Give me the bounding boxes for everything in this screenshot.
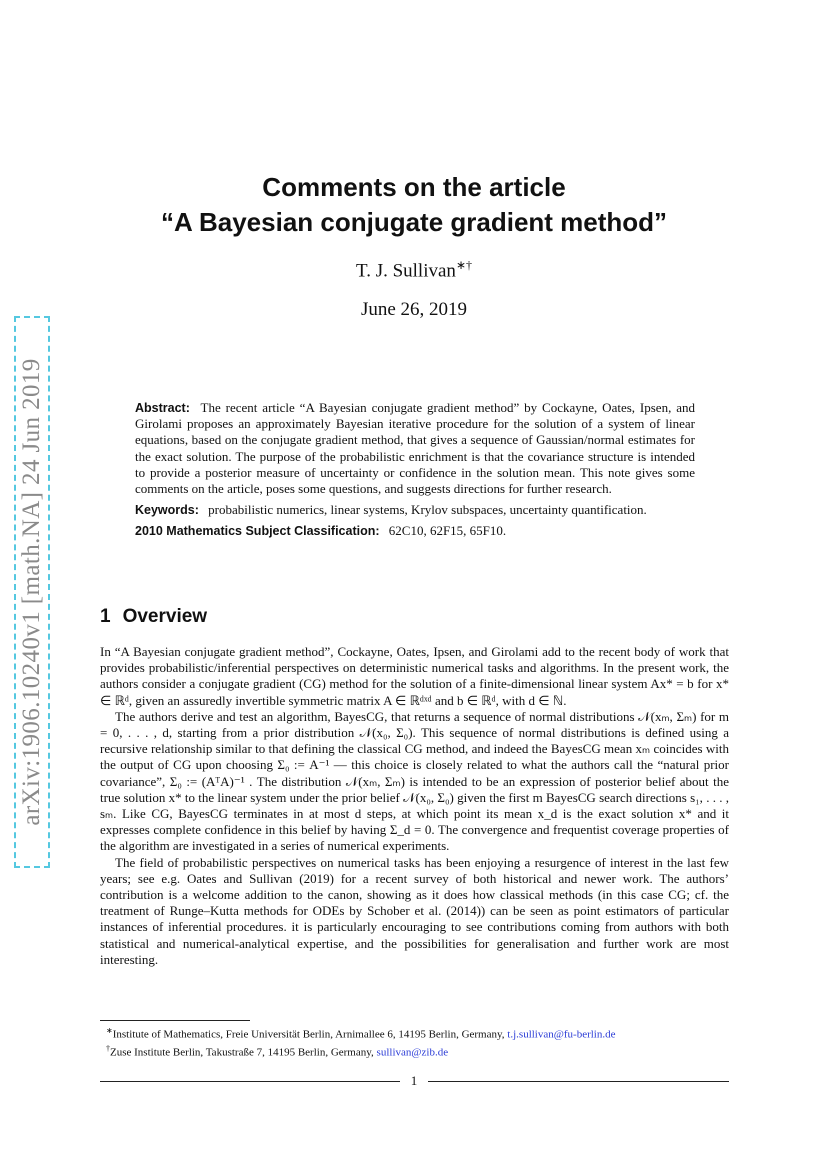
footnote-rule xyxy=(100,1020,250,1021)
footnotes xyxy=(100,1024,729,1059)
body-paragraph-2: The authors derive and test an algorithm, BayesCG, that returns a sequence of normal distributions 𝒩(xₘ, Σₘ) for m = 0, . . . , d, starting from a prior distribution 𝒩(x₀, Σ₀). This sequence of normal distributions is defined using a recursive relationship similar to that defining the classical CG method, and indeed the BayesCG mean xₘ coincides with the output of CG upon choosing Σ₀ := A⁻¹ — this choice is closely related to what the authors call the “natural prior covariance”, Σ₀ := (AᵀA)⁻¹ . The distribution 𝒩(xₘ, Σₘ) is intended to be an expression of posterior belief about the true solution x* to the linear system under the prior belief 𝒩(x₀, Σ₀) given the first m BayesCG search directions s₁, . . . , sₘ. Like CG, BayesCG terminates in at most d steps, at which point its mean x_d is the exact solution x* and it expresses complete confidence in this belief by having Σ_d = 0. The convergence and frequentist coverage properties of the algorithm are investigated in a series of numerical experiments. xyxy=(100,708,729,854)
footnote-2-text: Zuse Institute Berlin, Takustraße 7, 14195 Berlin, Germany, xyxy=(110,1046,377,1059)
keywords-paragraph xyxy=(135,502,695,518)
footnote-1 xyxy=(100,1024,729,1042)
section-number: 1 xyxy=(100,606,111,627)
msc-paragraph xyxy=(135,523,695,539)
paper-date: June 26, 2019 xyxy=(360,299,468,320)
page-rule-left xyxy=(100,1081,400,1082)
keywords-text: probabilistic numerics, linear systems, Krylov subspaces, uncertainty quantification. xyxy=(208,502,647,518)
author-footnote-marks: ∗† xyxy=(455,258,472,272)
author-name: T. J. Sullivan xyxy=(356,260,456,282)
body-paragraph-1: In “A Bayesian conjugate gradient method”, Cockayne, Oates, Ipsen, and Girolami add to the recent body of work that provides probabilistic/inferential perspectives on deterministic numerical tasks and algorithms. In the present work, the authors consider a conjugate gradient (CG) method for the solution of a finite-dimensional linear system Ax* = b for x* ∈ ℝᵈ, given an assuredly invertible symmetric matrix A ∈ ℝᵈˣᵈ and b ∈ ℝᵈ, with d ∈ ℕ. xyxy=(100,644,729,708)
abstract-label: Abstract: xyxy=(135,401,190,415)
body-text xyxy=(100,644,729,968)
page-rule-right xyxy=(428,1081,729,1082)
section-heading xyxy=(100,606,207,628)
abstract-text: The recent article “A Bayesian conjugate gradient method” by Cockayne, Oates, Ipsen, and Girolami proposes an approximately Bayesian iterative procedure for the solution of a system of linear equations, based on the conjugate gradient method, that gives a sequence of Gaussian/normal estimates for the exact solution. The purpose of the probabilistic enrichment is that the covariance structure is intended to provide a posterior measure of uncertainty or confidence in the solution mean. This note gives some comments on the article, poses some questions, and suggests directions for further research. xyxy=(135,400,695,497)
section-title: Overview xyxy=(122,606,208,627)
page-number: 1 xyxy=(410,1073,418,1088)
footnote-1-email-link[interactable]: t.j.sullivan@fu-berlin.de xyxy=(507,1028,616,1041)
arxiv-identifier: arXiv:1906.10240v1 [math.NA] 24 Jun 2019 xyxy=(18,358,45,826)
msc-text: 62C10, 62F15, 65F10. xyxy=(388,523,507,539)
footnote-1-mark: ∗ xyxy=(106,1026,113,1035)
author-line xyxy=(90,258,738,282)
keywords-label: Keywords: xyxy=(135,503,199,518)
title-line-2: “A Bayesian conjugate gradient method” xyxy=(160,207,668,237)
arxiv-sidebar-stamp xyxy=(14,316,50,868)
title-line-1: Comments on the article xyxy=(262,172,566,202)
footnote-2 xyxy=(100,1042,729,1060)
msc-label: 2010 Mathematics Subject Classification: xyxy=(135,524,380,539)
footnote-1-text: Institute of Mathematics, Freie Universität Berlin, Arnimallee 6, 14195 Berlin, Germany, xyxy=(112,1028,508,1041)
paper-title xyxy=(90,170,738,240)
body-paragraph-3: The field of probabilistic perspectives on numerical tasks has been enjoying a resurgence of interest in the last few years; see e.g. Oates and Sullivan (2019) for a recent survey of both historical and newer work. The authors’ contribution is a welcome addition to the canon, showing as it does how classical methods (in this case CG; cf. the treatment of Runge–Kutta methods for ODEs by Schober et al. (2014)) can be seen as point estimators of particular instances of inferential procedures. it is particularly encouraging to see contributions coming from authors with both statistical and numerical-analytical expertise, and the possibilities for generalisation and further work are most interesting. xyxy=(100,854,729,967)
abstract-paragraph xyxy=(135,400,695,497)
abstract-block xyxy=(135,400,695,545)
footnote-2-email-link[interactable]: sullivan@zib.de xyxy=(376,1046,449,1059)
footnote-2-mark: † xyxy=(106,1043,110,1053)
